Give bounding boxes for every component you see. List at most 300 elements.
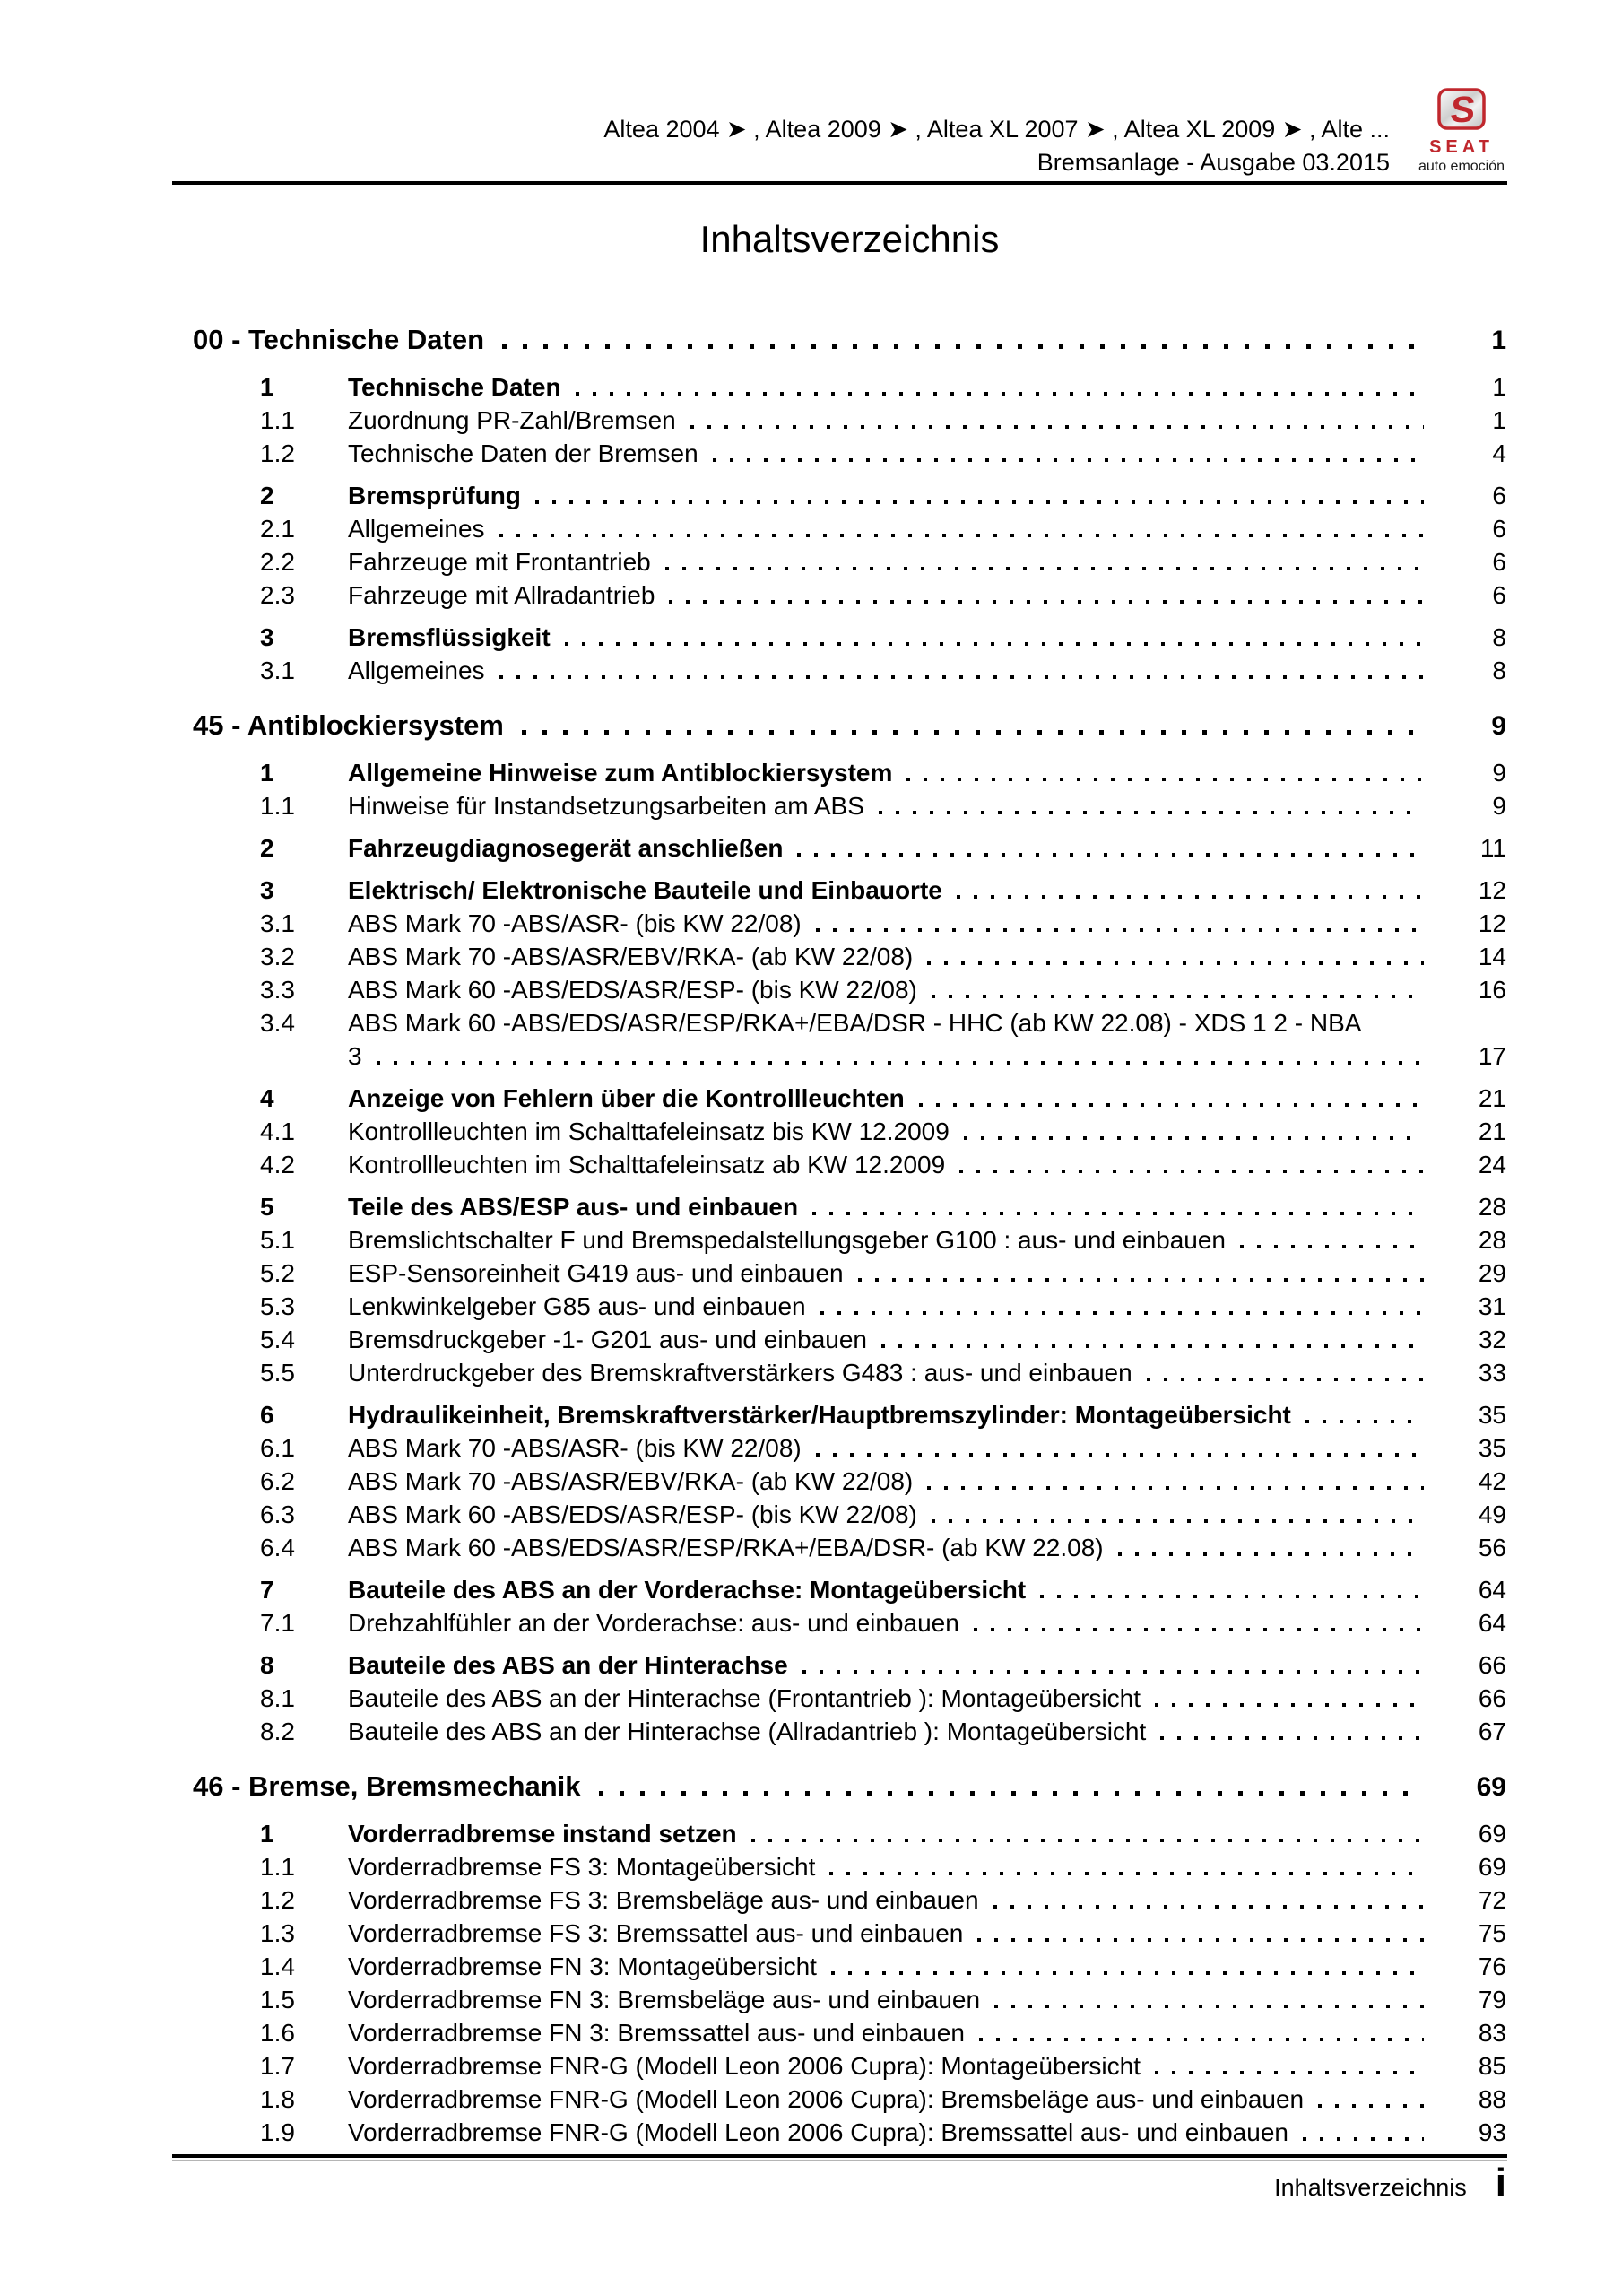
toc-item-page-number: 6 bbox=[1492, 482, 1506, 509]
toc-item-title: Technische Daten der Bremsen bbox=[348, 439, 698, 467]
header-divider bbox=[172, 181, 1507, 185]
dot-leader bbox=[535, 500, 1424, 504]
toc-item-row bbox=[193, 1323, 1506, 1356]
footer-label: Inhaltsverzeichnis bbox=[1274, 2174, 1467, 2201]
toc-item-page-number: 66 bbox=[1478, 1651, 1506, 1679]
toc-item-row bbox=[193, 1115, 1506, 1148]
dot-leader bbox=[1147, 1378, 1424, 1381]
toc-item-number: 1.1 bbox=[260, 792, 295, 820]
toc-item-line bbox=[348, 1531, 1506, 1564]
toc-item-number: 8.2 bbox=[260, 1718, 295, 1745]
toc-item-number: 3.1 bbox=[260, 657, 295, 684]
toc-item-number: 1.2 bbox=[260, 439, 295, 467]
toc-item-page-number: 83 bbox=[1478, 2019, 1506, 2047]
toc-item-body bbox=[348, 1006, 1506, 1073]
toc-item-page-number: 12 bbox=[1478, 876, 1506, 904]
toc-item-line bbox=[348, 2049, 1506, 2083]
dot-leader bbox=[927, 961, 1424, 965]
toc-item-body bbox=[348, 1606, 1506, 1639]
toc-item-row bbox=[193, 1682, 1506, 1715]
dot-leader bbox=[964, 1136, 1424, 1140]
toc-item-body bbox=[348, 1983, 1506, 2016]
toc-item-title: Unterdruckgeber des Bremskraftverstärkers G483 : aus- und einbauen bbox=[348, 1359, 1132, 1387]
toc-item-line bbox=[348, 578, 1506, 612]
toc-section bbox=[193, 705, 1506, 1748]
toc-item-page-number: 11 bbox=[1479, 834, 1506, 862]
dot-leader bbox=[927, 1486, 1424, 1490]
toc-item-line bbox=[348, 1917, 1506, 1950]
toc-item-body bbox=[348, 2049, 1506, 2083]
toc-item-title: Allgemeines bbox=[348, 657, 485, 684]
toc-item-number: 3 bbox=[260, 876, 274, 904]
toc-item-page-number: 67 bbox=[1478, 1718, 1506, 1745]
toc-item-row bbox=[193, 1606, 1506, 1639]
seat-tagline: auto emoción bbox=[1418, 159, 1505, 174]
toc-item-title: Vorderradbremse instand setzen bbox=[348, 1820, 737, 1848]
toc-item-row bbox=[193, 789, 1506, 822]
toc-item-body bbox=[348, 789, 1506, 822]
toc-chapter-title: 00 - Technische Daten bbox=[193, 324, 485, 355]
toc-item-row bbox=[193, 940, 1506, 973]
toc-item-body bbox=[348, 654, 1506, 687]
toc-item-body bbox=[348, 1465, 1506, 1498]
toc-item-title: ABS Mark 60 -ABS/EDS/ASR/ESP/RKA+/EBA/DSR - HHC (ab KW 22.08) - XDS 1 2 - NBA bbox=[348, 1009, 1362, 1037]
toc-item-page-number: 24 bbox=[1478, 1151, 1506, 1178]
toc-item-page-number: 35 bbox=[1478, 1401, 1506, 1429]
toc-item-row bbox=[193, 1006, 1506, 1073]
toc-item-number: 4.1 bbox=[260, 1118, 295, 1145]
toc-item-number: 1.4 bbox=[260, 1952, 295, 1980]
toc-item-body bbox=[348, 1190, 1506, 1223]
toc-item-line bbox=[348, 370, 1506, 404]
toc-item-title: Hydraulikeinheit, Bremskraftverstärker/Hauptbremszylinder: Montageübersicht bbox=[348, 1401, 1291, 1429]
toc-chapter-page-number: 69 bbox=[1476, 1772, 1506, 1802]
dot-leader bbox=[879, 811, 1424, 814]
toc-item-title: ABS Mark 60 -ABS/EDS/ASR/ESP- (bis KW 22/08) bbox=[348, 1500, 917, 1528]
toc-item-row bbox=[193, 1883, 1506, 1917]
toc-item-row bbox=[193, 1431, 1506, 1465]
toc-item-row bbox=[193, 1648, 1506, 1682]
toc-item-title: Elektrisch/ Elektronische Bauteile und Einbauorte bbox=[348, 876, 942, 904]
footer-page-number: i bbox=[1495, 2161, 1506, 2205]
toc-item-body bbox=[348, 1817, 1506, 1850]
toc-item-number: 6 bbox=[260, 1401, 274, 1429]
toc-item-number: 1.2 bbox=[260, 1886, 295, 1914]
toc-item-title: Technische Daten bbox=[348, 373, 561, 401]
toc-item-row bbox=[193, 404, 1506, 437]
toc-item-row bbox=[193, 1817, 1506, 1850]
toc-item-title: Bauteile des ABS an der Hinterachse (Allradantrieb ): Montageübersicht bbox=[348, 1718, 1147, 1745]
toc-item-title: Fahrzeugdiagnosegerät anschließen bbox=[348, 834, 784, 862]
toc-item-row bbox=[193, 1190, 1506, 1223]
toc-item-line bbox=[348, 1398, 1506, 1431]
toc-item-title-continued: 3 bbox=[348, 1042, 362, 1070]
toc-item-page-number: 6 bbox=[1492, 515, 1506, 543]
dot-leader bbox=[576, 392, 1424, 396]
toc-item-number: 2.3 bbox=[260, 581, 295, 609]
toc-item-page-number: 21 bbox=[1478, 1118, 1506, 1145]
toc-item-page-number: 88 bbox=[1478, 2085, 1506, 2113]
toc-item-body bbox=[348, 1431, 1506, 1465]
toc-item-line bbox=[348, 1323, 1506, 1356]
toc-item-page-number: 9 bbox=[1492, 759, 1506, 787]
dot-leader bbox=[977, 1938, 1424, 1942]
toc-item-number: 1 bbox=[260, 1820, 274, 1848]
toc-item-body bbox=[348, 907, 1506, 940]
toc-item-page-number: 4 bbox=[1492, 439, 1506, 467]
toc-item-line bbox=[348, 1356, 1506, 1389]
toc-item-page-number: 1 bbox=[1492, 406, 1506, 434]
toc-item-body bbox=[348, 1682, 1506, 1715]
toc-item-page-number: 76 bbox=[1478, 1952, 1506, 1980]
toc-item-number: 3.1 bbox=[260, 909, 295, 937]
seat-badge-icon bbox=[1437, 88, 1486, 130]
toc-item-row bbox=[193, 874, 1506, 907]
toc-item-body bbox=[348, 973, 1506, 1006]
toc-item-line bbox=[348, 2016, 1506, 2049]
toc-item-row bbox=[193, 1257, 1506, 1290]
toc-item-body bbox=[348, 1115, 1506, 1148]
toc-item-page-number: 28 bbox=[1478, 1226, 1506, 1254]
toc-item-row bbox=[193, 1917, 1506, 1950]
toc-item-title: Drehzahlfühler an der Vorderachse: aus- und einbauen bbox=[348, 1609, 959, 1637]
toc-item-number: 1.8 bbox=[260, 2085, 295, 2113]
toc-item-number: 5.5 bbox=[260, 1359, 295, 1387]
toc-item-body bbox=[348, 1398, 1506, 1431]
toc-item-line bbox=[348, 1257, 1506, 1290]
toc-item-number: 6.4 bbox=[260, 1534, 295, 1561]
toc-item-title: Fahrzeuge mit Allradantrieb bbox=[348, 581, 655, 609]
toc-item-line bbox=[348, 1223, 1506, 1257]
toc-item-page-number: 64 bbox=[1478, 1609, 1506, 1637]
toc-item-page-number: 75 bbox=[1478, 1919, 1506, 1947]
toc-item-page-number: 79 bbox=[1478, 1986, 1506, 2013]
page-title: Inhaltsverzeichnis bbox=[699, 218, 1000, 260]
toc-item-body bbox=[348, 404, 1506, 437]
toc-item-line bbox=[348, 1606, 1506, 1639]
toc-item-body bbox=[348, 370, 1506, 404]
toc-item-body bbox=[348, 1531, 1506, 1564]
toc-item-line bbox=[348, 756, 1506, 789]
toc-item-number: 1.5 bbox=[260, 1986, 295, 2013]
toc-item-title: Vorderradbremse FN 3: Bremssattel aus- und einbauen bbox=[348, 2019, 965, 2047]
dot-leader bbox=[599, 1791, 1424, 1796]
toc-item-page-number: 64 bbox=[1478, 1576, 1506, 1604]
toc-item-body bbox=[348, 1290, 1506, 1323]
toc-item-line bbox=[348, 1817, 1506, 1850]
toc-item-line bbox=[348, 1850, 1506, 1883]
seat-wordmark: SEAT bbox=[1429, 137, 1494, 157]
toc-item-line bbox=[348, 437, 1506, 470]
toc-item-body bbox=[348, 1917, 1506, 1950]
toc-item-page-number: 72 bbox=[1478, 1886, 1506, 1914]
toc-item-row bbox=[193, 1983, 1506, 2016]
toc-item-line bbox=[348, 973, 1506, 1006]
page-header bbox=[603, 113, 1390, 179]
toc-item-body bbox=[348, 2083, 1506, 2116]
toc-item-row bbox=[193, 1850, 1506, 1883]
toc-item-line bbox=[348, 545, 1506, 578]
dot-leader bbox=[1305, 1420, 1424, 1423]
toc-item-row bbox=[193, 437, 1506, 470]
dot-leader bbox=[919, 1103, 1424, 1107]
toc-item-title: ABS Mark 70 -ABS/ASR/EBV/RKA- (ab KW 22/08) bbox=[348, 943, 914, 970]
toc-item-title: Teile des ABS/ESP aus- und einbauen bbox=[348, 1193, 799, 1221]
toc-item-body bbox=[348, 1950, 1506, 1983]
toc-item-number: 2.1 bbox=[260, 515, 295, 543]
dot-leader bbox=[957, 895, 1424, 899]
toc-chapter-row bbox=[193, 1766, 1506, 1808]
dot-leader bbox=[1155, 1703, 1424, 1707]
toc-item-row bbox=[193, 2049, 1506, 2083]
toc-item-body bbox=[348, 1082, 1506, 1115]
toc-item-row bbox=[193, 756, 1506, 789]
toc-item-number: 2 bbox=[260, 834, 274, 862]
toc-item-row bbox=[193, 1531, 1506, 1564]
toc-item-number: 4 bbox=[260, 1084, 274, 1112]
toc-item-page-number: 56 bbox=[1478, 1534, 1506, 1561]
dot-leader bbox=[979, 2038, 1424, 2041]
toc-item-line bbox=[348, 1715, 1506, 1748]
toc-item-number: 5.1 bbox=[260, 1226, 295, 1254]
toc-item-body bbox=[348, 578, 1506, 612]
toc-item-page-number: 14 bbox=[1478, 943, 1506, 970]
toc-item-row bbox=[193, 907, 1506, 940]
toc-item-row bbox=[193, 1465, 1506, 1498]
toc-chapter-title: 45 - Antiblockiersystem bbox=[193, 709, 504, 741]
toc-item-page-number: 29 bbox=[1478, 1259, 1506, 1287]
dot-leader bbox=[959, 1170, 1424, 1173]
toc-item-number: 3.2 bbox=[260, 943, 295, 970]
toc-item-title: Lenkwinkelgeber G85 aus- und einbauen bbox=[348, 1292, 806, 1320]
toc-item-body bbox=[348, 2116, 1506, 2149]
toc-item-line bbox=[348, 1648, 1506, 1682]
toc-item-number: 1.1 bbox=[260, 1853, 295, 1881]
toc-item-title: Vorderradbremse FS 3: Montageübersicht bbox=[348, 1853, 816, 1881]
dot-leader bbox=[802, 1670, 1424, 1674]
dot-leader bbox=[502, 344, 1424, 349]
dot-leader bbox=[820, 1311, 1424, 1315]
toc-item-number: 2 bbox=[260, 482, 274, 509]
dot-leader bbox=[906, 778, 1424, 781]
toc-item-line bbox=[348, 1465, 1506, 1498]
toc-item-row bbox=[193, 621, 1506, 654]
toc-item-page-number: 8 bbox=[1492, 623, 1506, 651]
toc-item-row bbox=[193, 1356, 1506, 1389]
toc-item-line bbox=[348, 654, 1506, 687]
toc-item-body bbox=[348, 1356, 1506, 1389]
toc-item-line bbox=[348, 1148, 1506, 1181]
svg-text:S: S bbox=[1448, 89, 1478, 130]
header-models-line: Altea 2004 ➤ , Altea 2009 ➤ , Altea XL 2007 ➤ , Altea XL 2009 ➤ , Alte ... bbox=[603, 116, 1390, 143]
toc-item-title: Bauteile des ABS an der Hinterachse (Frontantrieb ): Montageübersicht bbox=[348, 1684, 1141, 1712]
toc-item-line bbox=[348, 1573, 1506, 1606]
toc-item-page-number: 9 bbox=[1492, 792, 1506, 820]
toc-item-row bbox=[193, 479, 1506, 512]
toc-item-title: Kontrollleuchten im Schalttafeleinsatz bis KW 12.2009 bbox=[348, 1118, 950, 1145]
toc-item-row bbox=[193, 1148, 1506, 1181]
toc-item-line bbox=[348, 1431, 1506, 1465]
toc-item-page-number: 6 bbox=[1492, 548, 1506, 576]
toc-item-number: 5.3 bbox=[260, 1292, 295, 1320]
toc-item-number: 1.6 bbox=[260, 2019, 295, 2047]
dot-leader bbox=[932, 995, 1424, 998]
toc-item-title: Vorderradbremse FN 3: Montageübersicht bbox=[348, 1952, 817, 1980]
toc-item-number: 6.2 bbox=[260, 1467, 295, 1495]
toc-item-row bbox=[193, 1715, 1506, 1748]
toc-item-line bbox=[348, 907, 1506, 940]
toc-item-page-number: 33 bbox=[1478, 1359, 1506, 1387]
toc-item-title: Hinweise für Instandsetzungsarbeiten am ABS bbox=[348, 792, 864, 820]
toc-item-body bbox=[348, 831, 1506, 865]
toc-item-body bbox=[348, 1257, 1506, 1290]
toc-item-row bbox=[193, 1290, 1506, 1323]
dot-leader bbox=[932, 1519, 1424, 1523]
toc-item-line bbox=[348, 479, 1506, 512]
dot-leader bbox=[1318, 2104, 1424, 2108]
toc-item-body bbox=[348, 756, 1506, 789]
toc-item-number: 5 bbox=[260, 1193, 274, 1221]
toc-item-number: 1.3 bbox=[260, 1919, 295, 1947]
toc-item-page-number: 8 bbox=[1492, 657, 1506, 684]
toc-item-body bbox=[348, 621, 1506, 654]
toc-item-line bbox=[348, 789, 1506, 822]
toc-item-line bbox=[348, 1190, 1506, 1223]
toc-item-number: 3 bbox=[260, 623, 274, 651]
toc-item-number: 5.4 bbox=[260, 1326, 295, 1353]
toc-item-page-number: 6 bbox=[1492, 581, 1506, 609]
toc-item-page-number: 69 bbox=[1478, 1820, 1506, 1848]
toc-item-title: Bremsprüfung bbox=[348, 482, 521, 509]
toc-item-title: ABS Mark 60 -ABS/EDS/ASR/ESP/RKA+/EBA/DSR- (ab KW 22.08) bbox=[348, 1534, 1104, 1561]
toc-item-body bbox=[348, 545, 1506, 578]
toc-item-body bbox=[348, 512, 1506, 545]
toc-item-title: Vorderradbremse FS 3: Bremsbeläge aus- und einbauen bbox=[348, 1886, 979, 1914]
toc-item-page-number: 85 bbox=[1478, 2052, 1506, 2080]
toc-item-number: 5.2 bbox=[260, 1259, 295, 1287]
toc-item-title: Vorderradbremse FNR-G (Modell Leon 2006 Cupra): Bremsbeläge aus- und einbauen bbox=[348, 2085, 1305, 2113]
toc-item-line bbox=[348, 874, 1506, 907]
toc-item-line bbox=[348, 1682, 1506, 1715]
toc-item-number: 7 bbox=[260, 1576, 274, 1604]
toc-item-title: Zuordnung PR-Zahl/Bremsen bbox=[348, 406, 676, 434]
toc-chapter-row bbox=[193, 319, 1506, 361]
dot-leader bbox=[816, 928, 1424, 932]
toc-item-line bbox=[348, 2116, 1506, 2149]
toc-item-page-number: 31 bbox=[1478, 1292, 1506, 1320]
dot-leader bbox=[522, 730, 1424, 735]
toc-item-number: 1.7 bbox=[260, 2052, 295, 2080]
dot-leader bbox=[974, 1628, 1424, 1631]
toc-item-title: ABS Mark 70 -ABS/ASR/EBV/RKA- (ab KW 22/08) bbox=[348, 1467, 914, 1495]
toc bbox=[193, 319, 1506, 2149]
toc-item-row bbox=[193, 973, 1506, 1006]
toc-item-body bbox=[348, 1648, 1506, 1682]
toc-item-row bbox=[193, 2016, 1506, 2049]
toc-item-body bbox=[348, 1148, 1506, 1181]
footer-divider bbox=[172, 2154, 1507, 2158]
toc-item-page-number: 69 bbox=[1478, 1853, 1506, 1881]
toc-item-line bbox=[348, 621, 1506, 654]
toc-item-row bbox=[193, 1082, 1506, 1115]
toc-item-page-number: 16 bbox=[1478, 976, 1506, 1004]
dot-leader bbox=[751, 1839, 1424, 1842]
toc-chapter-page-number: 1 bbox=[1491, 326, 1506, 355]
toc-item-title: Vorderradbremse FNR-G (Modell Leon 2006 Cupra): Bremssattel aus- und einbauen bbox=[348, 2118, 1288, 2146]
toc-item-row bbox=[193, 578, 1506, 612]
dot-leader bbox=[1303, 2137, 1424, 2141]
toc-item-body bbox=[348, 1223, 1506, 1257]
toc-item-line bbox=[348, 1883, 1506, 1917]
dot-leader bbox=[499, 675, 1424, 679]
dot-leader bbox=[665, 567, 1424, 570]
dot-leader bbox=[1160, 1736, 1424, 1740]
dot-leader bbox=[881, 1344, 1424, 1348]
toc-item-title: Bremsdruckgeber -1- G201 aus- und einbauen bbox=[348, 1326, 868, 1353]
toc-item-title: Allgemeine Hinweise zum Antiblockiersystem bbox=[348, 759, 893, 787]
toc-item-page-number: 32 bbox=[1478, 1326, 1506, 1353]
toc-item-title: Kontrollleuchten im Schalttafeleinsatz ab KW 12.2009 bbox=[348, 1151, 946, 1178]
toc-item-body bbox=[348, 874, 1506, 907]
toc-item-number: 6.1 bbox=[260, 1434, 295, 1462]
toc-item-line bbox=[348, 404, 1506, 437]
toc-chapter-title: 46 - Bremse, Bremsmechanik bbox=[193, 1770, 581, 1802]
dot-leader bbox=[1040, 1595, 1424, 1598]
toc-item-row bbox=[193, 1498, 1506, 1531]
toc-item-number: 8.1 bbox=[260, 1684, 295, 1712]
toc-item-row bbox=[193, 654, 1506, 687]
toc-item-row bbox=[193, 1950, 1506, 1983]
toc-item-title: ABS Mark 70 -ABS/ASR- (bis KW 22/08) bbox=[348, 909, 802, 937]
toc-item-body bbox=[348, 1573, 1506, 1606]
toc-item-page-number: 17 bbox=[1478, 1042, 1506, 1070]
toc-item-title: Vorderradbremse FN 3: Bremsbeläge aus- und einbauen bbox=[348, 1986, 981, 2013]
toc-section bbox=[193, 319, 1506, 687]
toc-item-title: Bauteile des ABS an der Hinterachse bbox=[348, 1651, 788, 1679]
toc-item-number: 6.3 bbox=[260, 1500, 295, 1528]
toc-item-line bbox=[348, 1950, 1506, 1983]
toc-item-row bbox=[193, 831, 1506, 865]
toc-item-page-number: 35 bbox=[1478, 1434, 1506, 1462]
toc-chapter-page-number: 9 bbox=[1491, 711, 1506, 741]
toc-item-title: ESP-Sensoreinheit G419 aus- und einbauen bbox=[348, 1259, 844, 1287]
toc-item-row bbox=[193, 2083, 1506, 2116]
toc-item-line bbox=[348, 831, 1506, 865]
dot-leader bbox=[797, 853, 1424, 857]
toc-item-number: 3.3 bbox=[260, 976, 295, 1004]
toc-item-page-number: 28 bbox=[1478, 1193, 1506, 1221]
toc-item-number: 2.2 bbox=[260, 548, 295, 576]
dot-leader bbox=[1118, 1552, 1424, 1556]
toc-item-line bbox=[348, 1290, 1506, 1323]
toc-item-row bbox=[193, 512, 1506, 545]
toc-item-row bbox=[193, 1398, 1506, 1431]
toc-item-page-number: 49 bbox=[1478, 1500, 1506, 1528]
toc-item-number: 1.9 bbox=[260, 2118, 295, 2146]
toc-item-page-number: 1 bbox=[1492, 373, 1506, 401]
toc-item-title: Vorderradbremse FS 3: Bremssattel aus- und einbauen bbox=[348, 1919, 964, 1947]
toc-item-title: Fahrzeuge mit Frontantrieb bbox=[348, 548, 651, 576]
dot-leader bbox=[565, 642, 1424, 646]
toc-item-number: 1 bbox=[260, 759, 274, 787]
toc-item-line bbox=[348, 1115, 1506, 1148]
toc-item-line bbox=[348, 1498, 1506, 1531]
toc-item-number: 8 bbox=[260, 1651, 274, 1679]
dot-leader bbox=[499, 534, 1424, 537]
toc-item-row bbox=[193, 1573, 1506, 1606]
toc-item-number: 1.1 bbox=[260, 406, 295, 434]
toc-item-body bbox=[348, 479, 1506, 512]
